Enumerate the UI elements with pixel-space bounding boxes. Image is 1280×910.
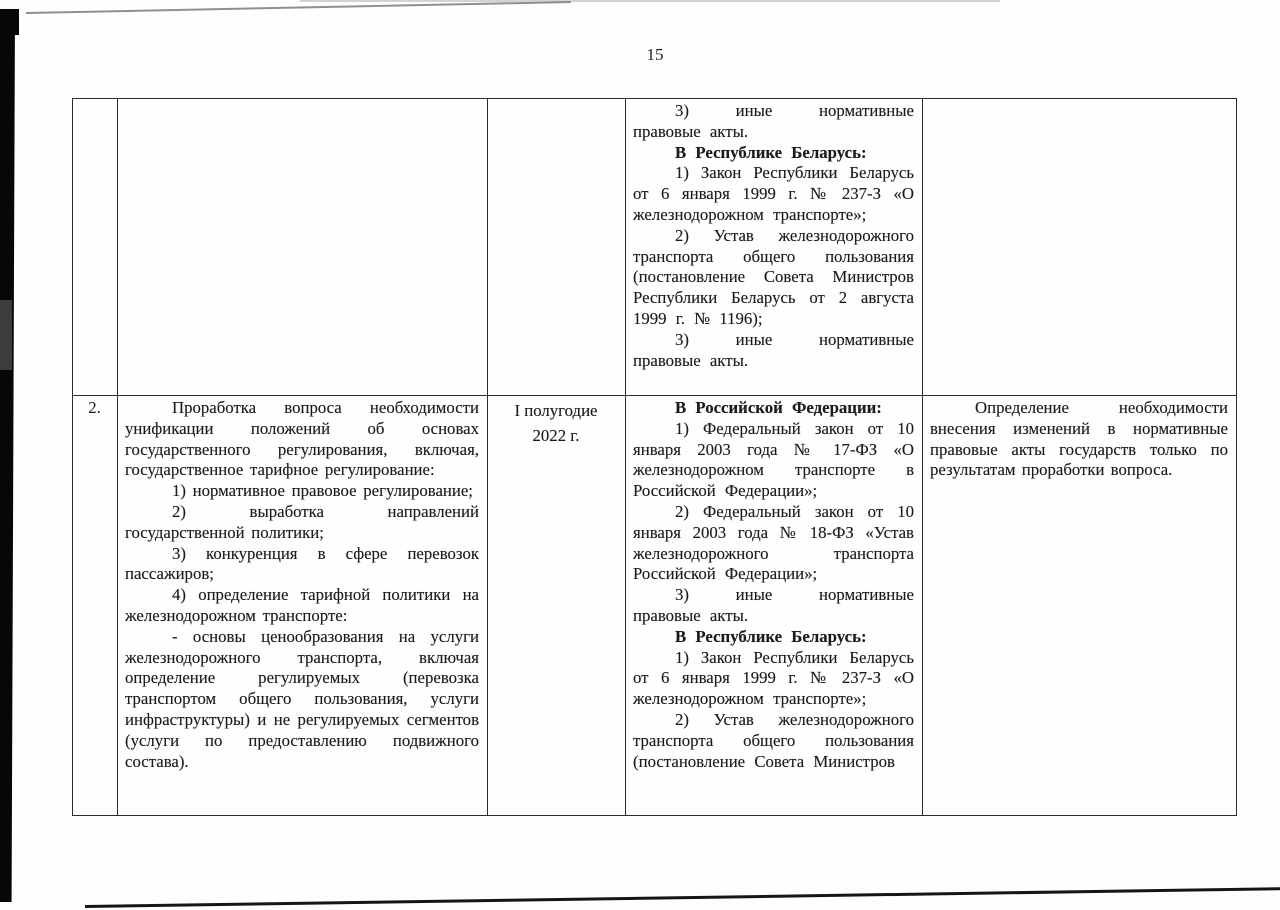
cell-row-number-continuation (73, 99, 118, 396)
paragraph: 1) Закон Республики Беларусь от 6 января 1999 г. № 237-З «О железнодорожном транспорте»; (633, 163, 914, 224)
table-row-item-2 (73, 396, 1237, 816)
cell-expected-result-continuation (923, 99, 1237, 396)
scan-edge-gray-notch (0, 300, 12, 370)
paragraph: I полугодие (514, 401, 598, 420)
scan-top-edge-smudge (300, 0, 1000, 2)
cell-legal-acts-continuation (626, 99, 923, 396)
paragraph: 4) определение тарифной политики на железнодорожном транспорте: (125, 585, 479, 625)
cell-legal-acts (626, 396, 923, 816)
paragraph: 2022 г. (532, 426, 580, 445)
table-row-continuation (73, 99, 1237, 396)
cell-task-description (118, 396, 488, 816)
paragraph: 3) иные нормативные правовые акты. (633, 329, 914, 370)
page-number: 15 (646, 45, 664, 64)
paragraph: В Республике Беларусь: (675, 142, 867, 162)
document-table (72, 98, 1237, 816)
paragraph: 2) Устав железнодорожного транспорта общего пользования (постановление Совета Министров Республики Беларусь от 2 августа 1999 г. № 1196); (633, 225, 914, 328)
scan-bottom-edge-line (85, 887, 1280, 908)
cell-task-continuation (118, 99, 488, 396)
paragraph: - основы ценообразования на услуги железнодорожного транспорта, включая определение регулируемых (перевозка транспортом общего пользования, услуги инфраструктуры) и не регулируемых сегментов (услуги по предоставлению подвижного состава). (125, 626, 479, 771)
paragraph: 1) Федеральный закон от 10 января 2003 года № 17-ФЗ «О железнодорожном транспорте в Российской Федерации»; (633, 418, 914, 501)
paragraph: В Российской Федерации: (675, 398, 882, 417)
paragraph: 2) Федеральный закон от 10 января 2003 года № 18-ФЗ «Устав железнодорожного транспорта Российской Федерации»; (633, 501, 914, 584)
cell-expected-result (923, 396, 1237, 816)
scan-edge-black-bar (0, 9, 15, 902)
cell-timeframe-continuation (488, 99, 626, 396)
row-number-text: 2. (88, 398, 101, 417)
paragraph: 3) конкуренция в сфере перевозок пассажиров; (125, 543, 479, 584)
paragraph: 2) выработка направлений государственной политики; (125, 501, 479, 542)
paragraph: Определение необходимости внесения изменений в нормативные правовые акты государств только по результатам проработки вопроса. (930, 398, 1228, 480)
paragraph: 1) Закон Республики Беларусь от 6 января 1999 г. № 237-З «О железнодорожном транспорте»; (633, 647, 914, 709)
cell-row-number (73, 396, 118, 816)
cell-timeframe (488, 396, 626, 816)
scan-edge-black-notch (0, 9, 19, 35)
paragraph: 3) иные нормативные правовые акты. (633, 101, 914, 141)
paragraph: Проработка вопроса необходимости унификации положений об основах государственного регулирования, включая, государственное тарифное регулирование: (125, 398, 479, 480)
paragraph: 1) нормативное правовое регулирование; (172, 481, 473, 501)
paragraph: В Республике Беларусь: (675, 626, 867, 646)
paragraph: 3) иные нормативные правовые акты. (633, 585, 914, 625)
scan-top-edge-line (26, 1, 571, 13)
paragraph: 2) Устав железнодорожного транспорта общего пользования (постановление Совета Министров (633, 709, 914, 771)
